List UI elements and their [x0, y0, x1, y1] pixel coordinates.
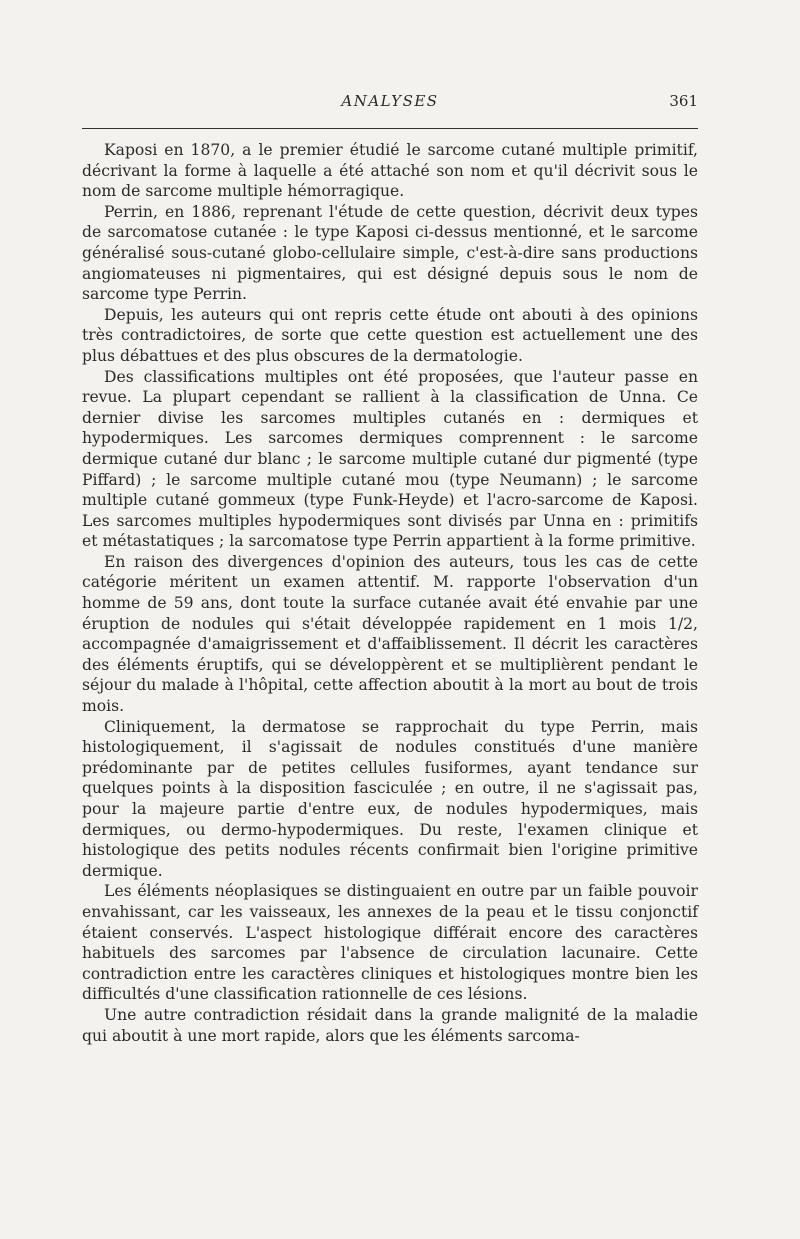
paragraph: Cliniquement, la dermatose se rapprochait du type Perrin, mais histologiquement, il s'agissait de nodules constitués d'une manière prédominante par de petites cellules fusiformes, ayant tendance sur quelques points à la disposition fasciculée ; en outre, il ne s'agissait pas, pour la majeure partie d'entre eux, de nodules hypodermiques, mais dermiques, ou dermo-hypodermiques. Du reste, l'examen clinique et histologique des petits nodules récents confirmait bien l'origine primitive dermique. — [82, 717, 698, 880]
page-number: 361 — [669, 92, 698, 110]
body-text — [82, 140, 698, 1046]
paragraph: Une autre contradiction résidait dans la grande malignité de la maladie qui aboutit à une mort rapide, alors que les éléments sarcoma- — [82, 1005, 698, 1045]
header-rule — [82, 128, 698, 129]
paragraph: Depuis, les auteurs qui ont repris cette étude ont abouti à des opinions très contradictoires, de sorte que cette question est actuellement une des plus débattues et des plus obscures de la dermatologie. — [82, 305, 698, 365]
paragraph: En raison des divergences d'opinion des auteurs, tous les cas de cette catégorie méritent un examen attentif. M. rapporte l'observation d'un homme de 59 ans, dont toute la surface cutanée avait été envahie par une éruption de nodules qui s'était développée rapidement en 1 mois 1/2, accompagnée d'amaigrissement et d'affaiblissement. Il décrit les caractères des éléments éruptifs, qui se développèrent et se multiplièrent pendant le séjour du malade à l'hôpital, cette affection aboutit à la mort au bout de trois mois. — [82, 552, 698, 716]
paragraph: Perrin, en 1886, reprenant l'étude de cette question, décrivit deux types de sarcomatose cutanée : le type Kaposi ci-dessus mentionné, et le sarcome généralisé sous-cutané globo-cellulaire simple, c'est-à-dire sans productions angiomateuses ni pigmentaires, qui est désigné depuis sous le nom de sarcome type Perrin. — [82, 202, 698, 304]
paragraph: Les éléments néoplasiques se distinguaient en outre par un faible pouvoir envahissant, car les vaisseaux, les annexes de la peau et le tissu conjonctif étaient conservés. L'aspect histologique différait encore des caractères habituels des sarcomes par l'absence de circulation lacunaire. Cette contradiction entre les caractères cliniques et histologiques montre bien les difficultés d'une classification rationnelle de ces lésions. — [82, 882, 698, 1004]
paragraph: Des classifications multiples ont été proposées, que l'auteur passe en revue. La plupart cependant se rallient à la classification de Unna. Ce dernier divise les sarcomes multiples cutanés en : dermiques et hypodermiques. Les sarcomes dermiques comprennent : le sarcome dermique cutané dur blanc ; le sarcome multiple cutané dur pigmenté (type Piffard) ; le sarcome multiple cutané mou (type Neumann) ; le sarcome multiple cutané gommeux (type Funk-Heyde) et l'acro-sarcome de Kaposi. Les sarcomes multiples hypodermiques sont divisés par Unna en : primitifs et métastatiques ; la sarcomatose type Perrin appartient à la forme primitive. — [82, 367, 698, 551]
running-head — [82, 92, 698, 114]
running-title: ANALYSES — [341, 92, 439, 110]
paragraph: Kaposi en 1870, a le premier étudié le sarcome cutané multiple primitif, décrivant la forme à laquelle a été attaché son nom et qu'il décrivit sous le nom de sarcome multiple hémorragique. — [82, 141, 698, 201]
